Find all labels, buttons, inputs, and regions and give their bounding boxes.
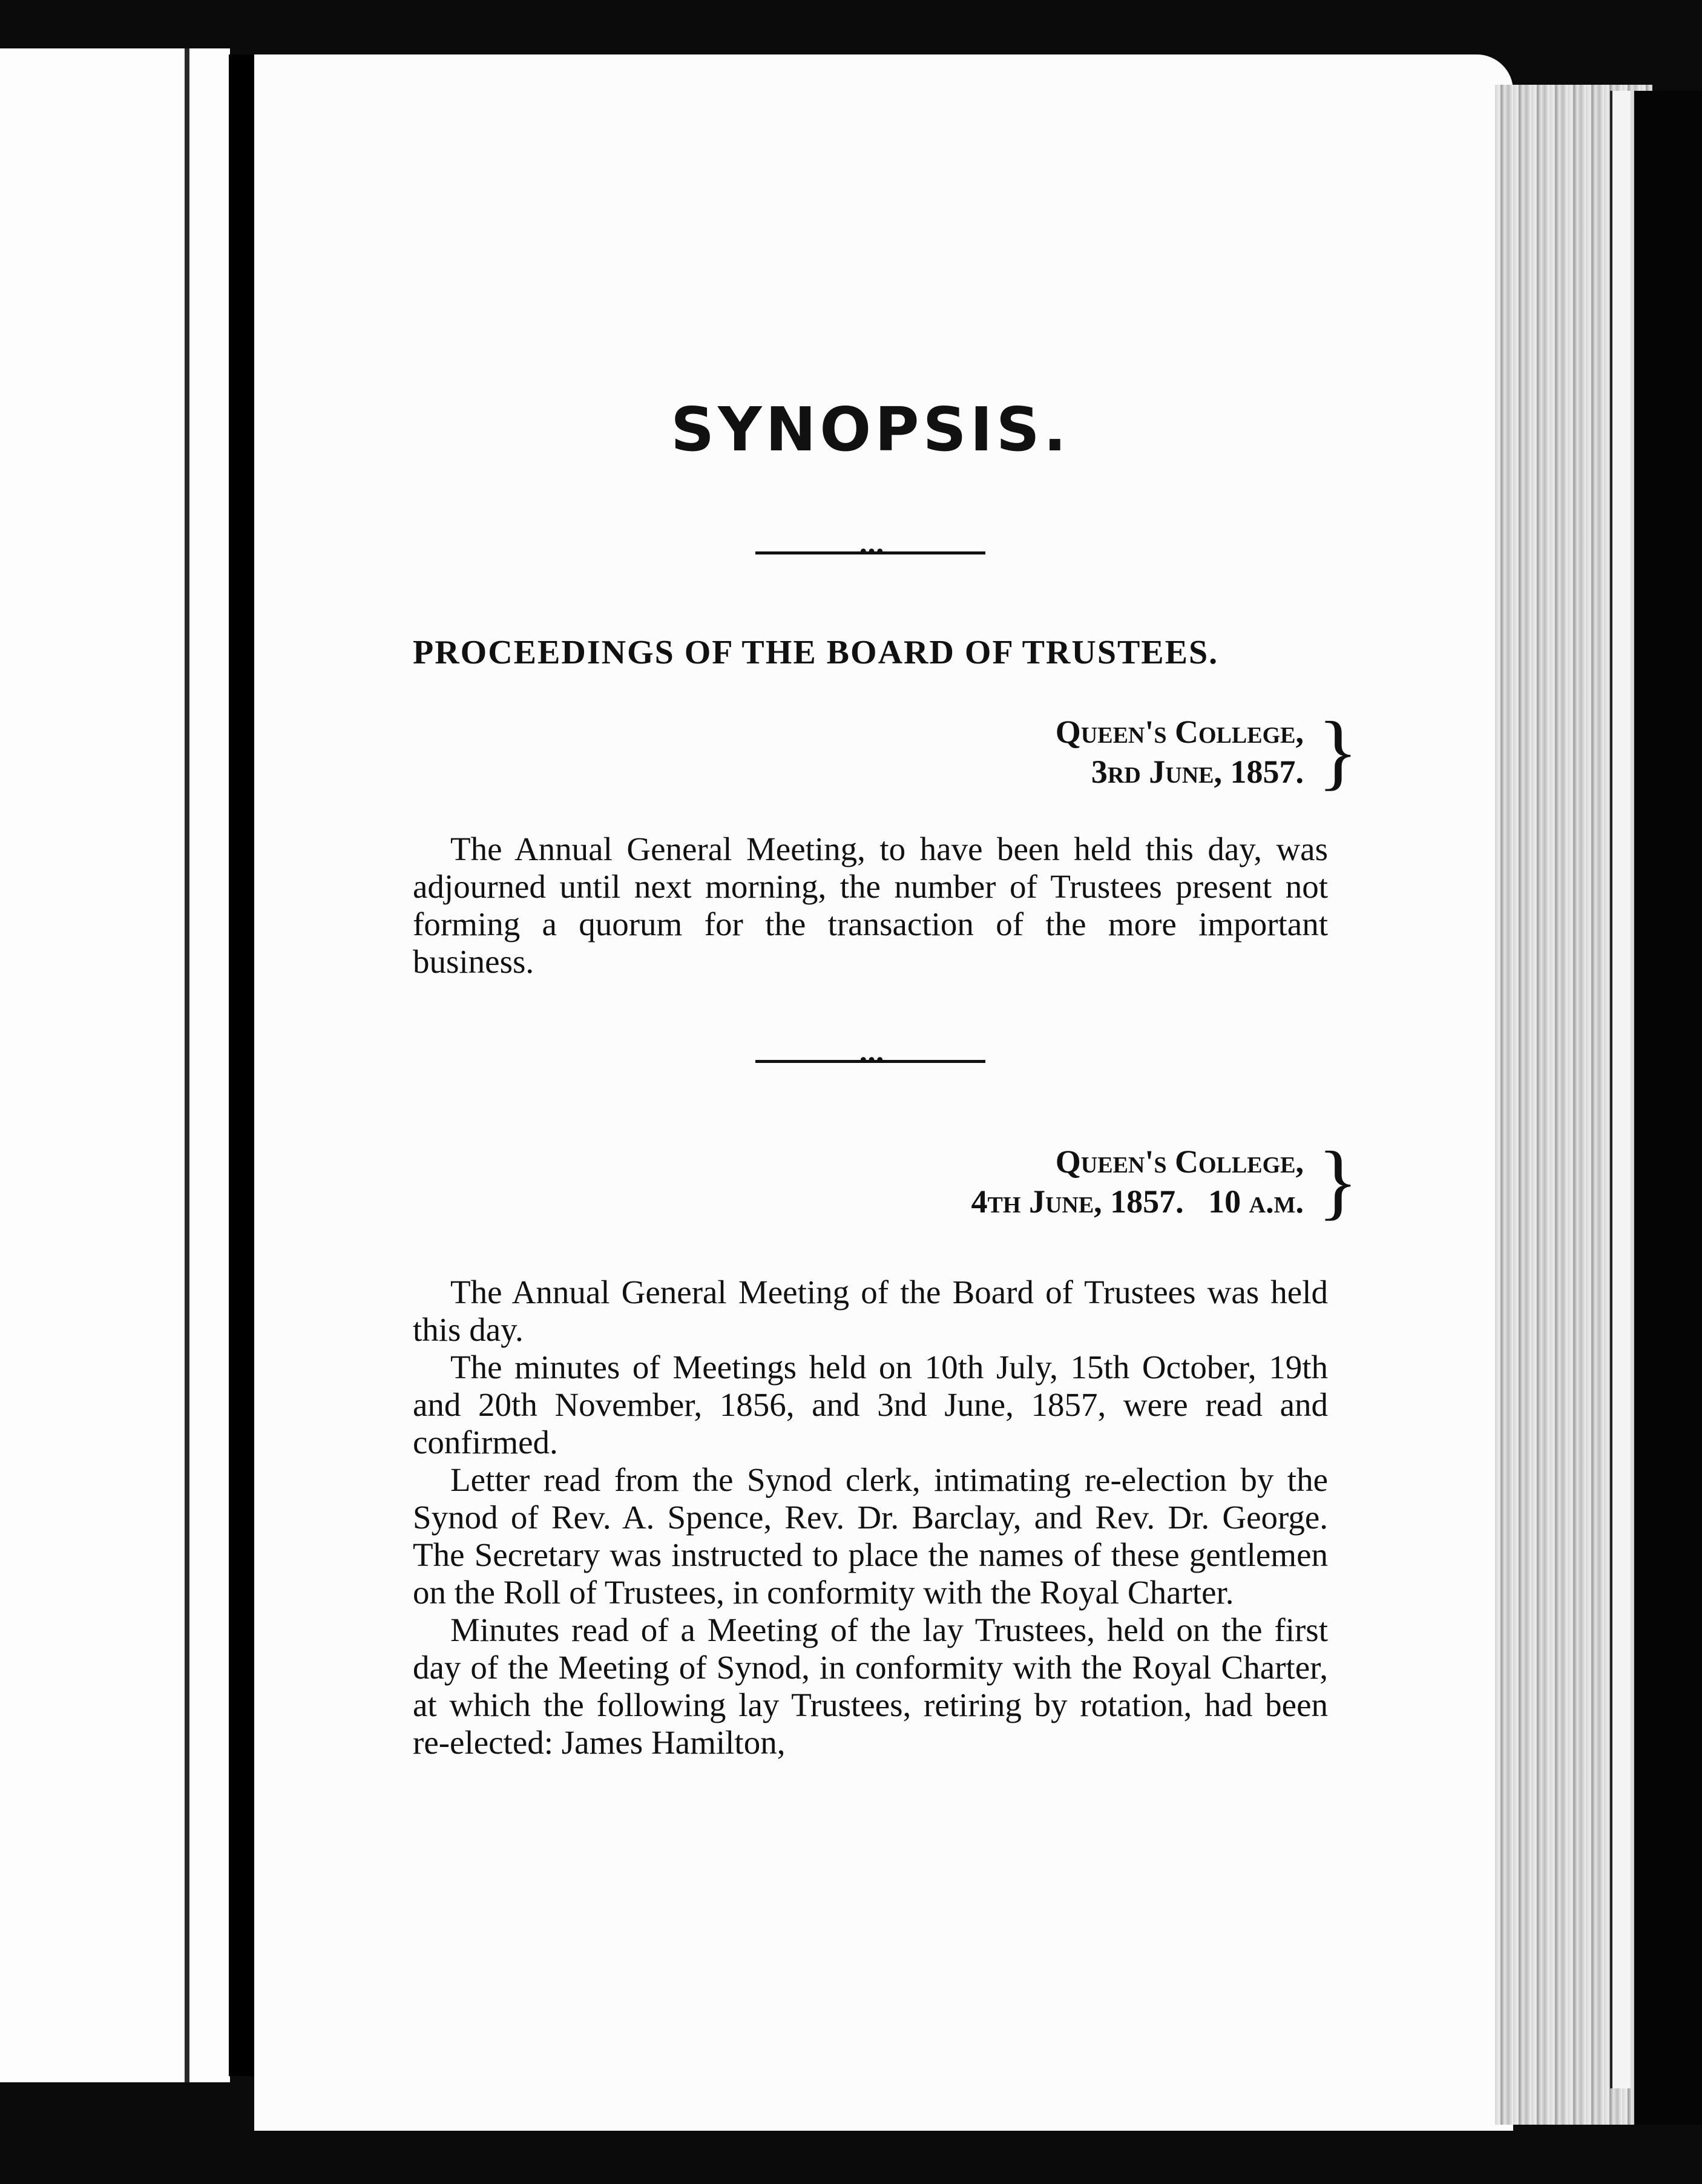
meeting-2-paragraph: Letter read from the Synod clerk, intimating re-election by the Synod of Rev. A. Spence, Rev. Dr. Barclay, and Rev. Dr. George. The Secretary was instructed to place the names of these gentlemen on the Roll of Trustees, in conformity with the Royal Charter. bbox=[413, 1461, 1328, 1611]
ornament-dots: ••• bbox=[858, 542, 883, 563]
meeting-1-brace: } bbox=[1317, 705, 1358, 798]
meeting-2-brace: } bbox=[1317, 1134, 1358, 1228]
page-edge-strip bbox=[1610, 91, 1631, 2088]
meeting-2-date: 4th June, 1857. 10 a.m. bbox=[971, 1183, 1304, 1220]
section-heading: PROCEEDINGS OF THE BOARD OF TRUSTEES. bbox=[413, 634, 1219, 671]
page-content bbox=[413, 394, 1358, 1761]
meeting-2-paragraph: Minutes read of a Meeting of the lay Trustees, held on the first day of the Meeting of Synod, in conformity with the Royal Charter, at which the following lay Trustees, retiring by rotation, had been re-elected: James Hamilton, bbox=[413, 1611, 1328, 1761]
meeting-1-text: The Annual General Meeting, to have been held this day, was adjourned until next morning, the number of Trustees present not forming a quorum for the transaction of the more important business. bbox=[413, 831, 1328, 980]
book-gutter bbox=[229, 54, 254, 2076]
meeting-2-dateline bbox=[413, 1134, 1358, 1228]
meeting-1-dateline bbox=[413, 705, 1358, 798]
ornament-divider-middle bbox=[755, 1052, 985, 1070]
meeting-2-paragraph: The minutes of Meetings held on 10th July, 15th October, 19th and 20th November, 1856, and 3nd June, 1857, were read and confirmed. bbox=[413, 1349, 1328, 1461]
meeting-2-paragraph: The Annual General Meeting of the Board of Trustees was held this day. bbox=[413, 1274, 1328, 1348]
left-page-edge-rule bbox=[185, 48, 189, 2082]
left-facing-page bbox=[0, 48, 230, 2082]
meeting-1-date: 3rd June, 1857. bbox=[1091, 754, 1304, 790]
ornament-divider-top bbox=[755, 544, 985, 562]
page-title: SYNOPSIS. bbox=[671, 394, 1070, 465]
book-cover-edge bbox=[1634, 91, 1702, 2125]
ornament-dots: ••• bbox=[858, 1050, 883, 1071]
meeting-1-place: Queen's College, bbox=[1055, 714, 1304, 750]
meeting-2-place: Queen's College, bbox=[1055, 1143, 1304, 1180]
